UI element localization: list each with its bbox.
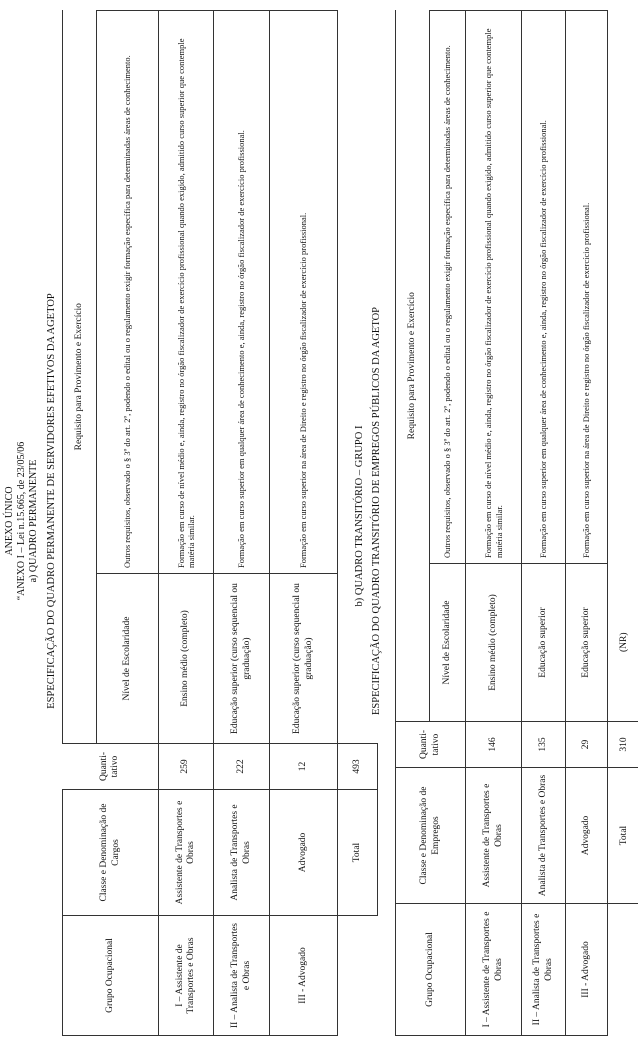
table-a-row2-escolaridade: Educação superior (curso sequencial ou graduação)	[214, 574, 270, 744]
table-row	[159, 11, 214, 1036]
table-b-total-row	[608, 11, 638, 1036]
table-b-row3-escolaridade: Educação superior	[566, 564, 608, 722]
table-b-header-quantitativo: Quanti-tativo	[396, 722, 466, 768]
table-a-row2-classe: Analista de Transportes e Obras	[214, 790, 270, 916]
table-a-row3-classe: Advogado	[270, 790, 338, 916]
table-b-row2-classe: Analista de Transportes e Obras	[522, 768, 566, 904]
table-a-row3-escolaridade: Educação superior (curso sequencial ou graduação)	[270, 574, 338, 744]
table-b-nr-marker: (NR)	[619, 632, 630, 653]
table-a-total-label: Total	[338, 790, 378, 916]
table-b-row3-quantitativo: 29	[566, 722, 608, 768]
table-a-row1-escolaridade: Ensino médio (completo)	[159, 574, 214, 744]
table-a-row2-grupo: II – Analista de Transportes e Obras	[214, 916, 270, 1036]
table-b-header-outros: Outros requisitos, observado o § 3º do art. 2º, podendo o edital ou o regulamento exigir formação específica para determinadas áreas de conhecimento.	[430, 11, 466, 564]
table-b-total-spacer	[608, 904, 638, 1036]
table-b-row2-requisito: Formação em curso superior em qualquer área de conhecimento e, ainda, registro no órgão fiscalizador de exercício profissional.	[522, 11, 566, 564]
table-b-row1-grupo: I – Assistente de Transportes e Obras	[466, 904, 522, 1036]
table-a-header-row	[63, 11, 97, 1036]
table-a-total-value: 493	[338, 744, 378, 790]
table-a-title: ESPECIFICAÇÃO DO QUADRO PERMANENTE DE SERVIDORES EFETIVOS DA AGETOP	[46, 293, 57, 709]
table-b-header-grupo: Grupo Ocupacional	[396, 904, 466, 1036]
table-b-row1-quantitativo: 146	[466, 722, 522, 768]
table-a-row1-requisito: Formação em curso de nível médio e, ainda, registro no órgão fiscalizador de exercício profissional quando exigido, admitido curso superior que contemple matéria similar.	[159, 11, 214, 574]
table-a-row1-grupo: I – Assistente de Transportes e Obras	[159, 916, 214, 1036]
table-b-header-requisito: Requisito para Provimento e Exercício	[396, 11, 430, 722]
table-a-header-grupo: Grupo Ocupacional	[63, 916, 159, 1036]
table-a-header-classe: Classe e Denominação de Cargos	[63, 790, 159, 916]
table-b-transitory-staff	[395, 10, 638, 1036]
table-b-row3-grupo: III - Advogado	[566, 904, 608, 1036]
table-b-row2-escolaridade: Educação superior	[522, 564, 566, 722]
table-a-row3-grupo: III - Advogado	[270, 916, 338, 1036]
table-a-row1-quantitativo: 259	[159, 744, 214, 790]
table-row	[466, 11, 522, 1036]
table-b-total-label: Total	[608, 768, 638, 904]
annex-title: ANEXO ÚNICO	[4, 486, 15, 556]
table-b-total-blank	[608, 11, 638, 564]
table-row	[522, 11, 566, 1036]
table-row	[214, 11, 270, 1036]
table-b-row1-classe: Assistente de Transportes e Obras	[466, 768, 522, 904]
table-b-row3-classe: Advogado	[566, 768, 608, 904]
table-a-row3-quantitativo: 12	[270, 744, 338, 790]
table-a-permanent-staff	[62, 10, 378, 1036]
table-b-total-value: 310	[608, 722, 638, 768]
table-a-header-outros: Outros requisitos, observado o § 3º do art. 2º, podendo o edital ou o regulamento exigir formação específica para determinadas áreas de conhecimento.	[97, 11, 159, 574]
table-b-row2-quantitativo: 135	[522, 722, 566, 768]
table-b-row1-escolaridade: Ensino médio (completo)	[466, 564, 522, 722]
section-a-heading: a) QUADRO PERMANENTE	[28, 459, 39, 583]
table-a-header-requisito: Requisito para Provimento e Exercício	[63, 11, 97, 744]
table-b-title: ESPECIFICAÇÃO DO QUADRO TRANSITÓRIO DE EMPREGOS PÚBLICOS DA AGETOP	[371, 307, 382, 715]
section-b-heading: b) QUADRO TRANSITÓRIO – GRUPO I	[354, 425, 365, 607]
table-b-header-row	[396, 11, 430, 1036]
annex-law-reference: “ANEXO I – Lei n.15.665, de 23/05/06	[16, 441, 27, 601]
table-b-row3-requisito: Formação em curso superior na área de Direito e registro no órgão fiscalizador de exercício profissional.	[566, 11, 608, 564]
table-a-row3-requisito: Formação em curso superior na área de Direito e registro no órgão fiscalizador de exercício profissional.	[270, 11, 338, 574]
table-a-row2-quantitativo: 222	[214, 744, 270, 790]
table-b-header-escolaridade: Nível de Escolaridade	[430, 564, 466, 722]
table-a-row1-classe: Assistente de Transportes e Obras	[159, 790, 214, 916]
table-b-row1-requisito: Formação em curso de nível médio e, ainda, registro no órgão fiscalizador de exercício profissional quando exigido, admitido curso superior que contemple matéria similar.	[466, 11, 522, 564]
table-row	[566, 11, 608, 1036]
table-b-row2-grupo: II – Analista de Transportes e Obras	[522, 904, 566, 1036]
table-a-header-quantitativo: Quanti-tativo	[63, 744, 159, 790]
table-a-row2-requisito: Formação em curso superior em qualquer área de conhecimento e, ainda, registro no órgão fiscalizador de exercício profissional.	[214, 11, 270, 574]
table-a-total-spacer	[338, 916, 378, 1036]
table-b-header-classe: Classe e Denominação de Empregos	[396, 768, 466, 904]
table-a-header-escolaridade: Nível de Escolaridade	[97, 574, 159, 744]
table-row	[270, 11, 338, 1036]
